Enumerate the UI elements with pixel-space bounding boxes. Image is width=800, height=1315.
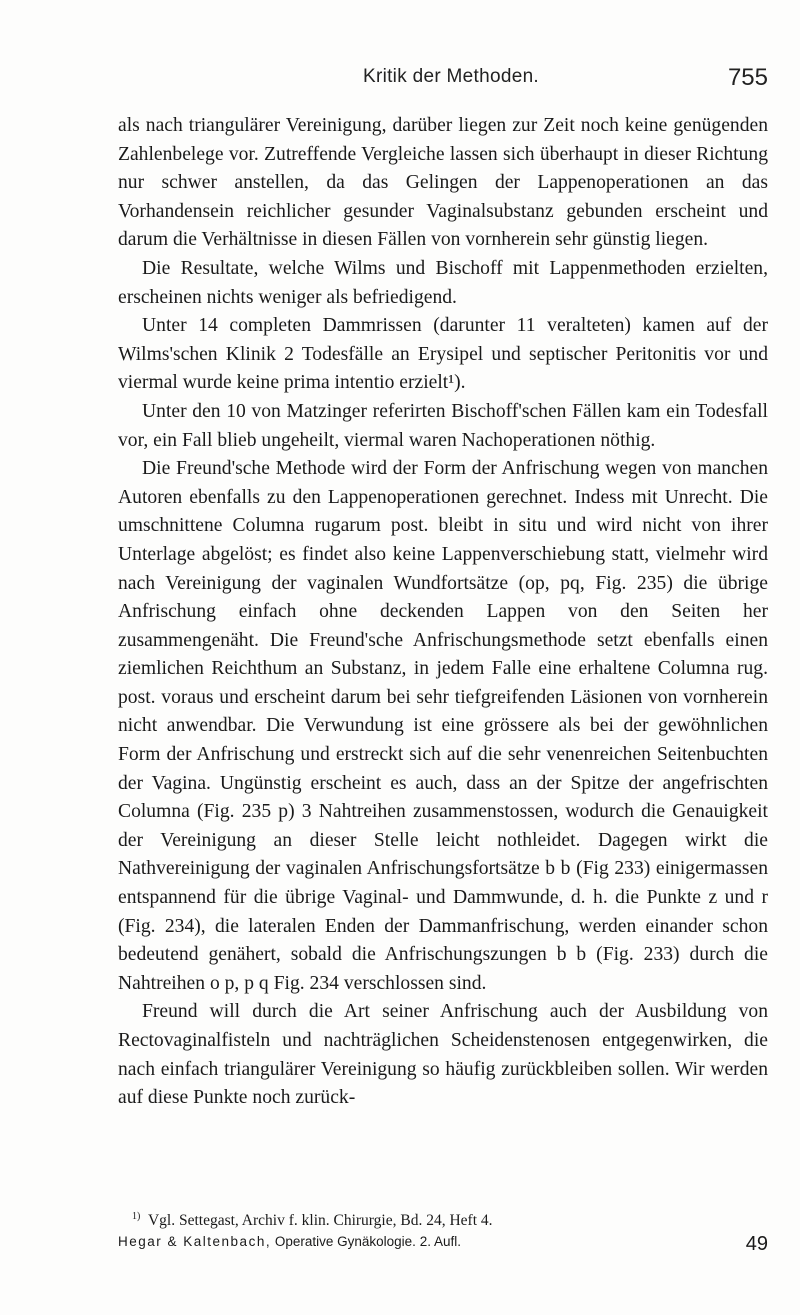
paragraph: Die Freund'sche Methode wird der Form der Anfrischung wegen von manchen Autoren ebenfalls zu den Lappenoperationen gerechnet. Indess mit Unrecht. Die umschnittene Columna rugarum post. bleibt in situ und wird nicht von ihrer Unterlage abgelöst; es findet also keine Lappenverschiebung statt, vielmehr wird nach Vereinigung der vaginalen Wundfortsätze (op, pq, Fig. 235) die übrige Anfrischung einfach ohne deckenden Lappen von den Seiten her zusammengenäht. Die Freund'sche Anfrischungsmethode setzt ebenfalls einen ziemlichen Reichthum an Substanz, in jedem Falle eine erhaltene Columna rug. post. voraus und erscheint darum bei sehr tiefgreifenden Läsionen von vornherein nicht anwendbar. Die Verwundung ist eine grössere als bei der gewöhnlichen Form der Anfrischung und erstreckt sich auf die sehr venenreichen Seitenbuchten der Vagina. Ungünstig erscheint es auch, dass an der Spitze der angefrischten Columna (Fig. 235 p) 3 Nahtreihen zusammenstossen, wodurch die Genauigkeit der Vereinigung an dieser Stelle leicht nothleidet. Dagegen wirkt die Nathvereinigung der vaginalen Anfrischungsfortsätze b b (Fig 233) einigermassen entspannend für die übrige Vaginal- und Dammwunde, d. h. die Punkte z und r (Fig. 234), die lateralen Enden der Dammanfrischung, werden einander schon bedeutend genähert, sobald die Anfrischungszungen b b (Fig. 233) durch die Nahtreihen o p, p q Fig. 234 verschlossen sind. xyxy=(118,458,768,994)
paragraph: Die Resultate, welche Wilms und Bischoff mit Lappenmethoden erzielten, erscheinen nichts weniger als befriedigend. xyxy=(118,257,768,308)
footnote xyxy=(118,1206,768,1232)
paragraph: als nach triangulärer Vereinigung, darüber liegen zur Zeit noch keine genügenden Zahlenbelege vor. Zutreffende Vergleiche lassen sich überhaupt in dieser Richtung nur schwer anstellen, da das Gelingen der Lappenoperationen an das Vorhandensein reichlicher gesunder Vaginalsubstanz gebunden erscheint und darum die Verhältnisse in diesen Fällen von vornherein sehr günstig liegen. xyxy=(118,115,768,251)
body-text xyxy=(118,112,768,1113)
sheet-number: 49 xyxy=(745,1233,768,1255)
printer-signature xyxy=(118,1232,768,1255)
signature-work: Operative Gynäkologie. 2. Aufl. xyxy=(274,1234,461,1249)
page-header xyxy=(118,66,784,96)
running-title: Kritik der Methoden. xyxy=(362,66,540,87)
paragraph: Unter 14 completen Dammrissen (darunter 11 veralteten) kamen auf der Wilms'schen Klinik 2 Todesfälle an Erysipel und septischer Peritonitis vor und viermal wurde keine prima intentio erzielt¹). xyxy=(118,315,768,394)
footnote-text: Vgl. Settegast, Archiv f. klin. Chirurgie, Bd. 24, Heft 4. xyxy=(147,1212,493,1230)
paragraph: Freund will durch die Art seiner Anfrischung auch der Ausbildung von Rectovaginalfisteln und nachträglichen Scheidenstenosen entgegenwirken, die nach einfach triangulärer Vereinigung so häufig zurückbleiben sollen. Wir werden auf diese Punkte noch zurück- xyxy=(118,1001,768,1109)
signature-authors: Hegar & Kaltenbach, xyxy=(118,1234,272,1249)
page-number: 755 xyxy=(727,64,768,91)
footnote-mark: 1) xyxy=(132,1211,141,1222)
paragraph: Unter den 10 von Matzinger referirten Bischoff'schen Fällen kam ein Todesfall vor, ein Fall blieb ungeheilt, viermal waren Nachoperationen nöthig. xyxy=(118,400,768,451)
